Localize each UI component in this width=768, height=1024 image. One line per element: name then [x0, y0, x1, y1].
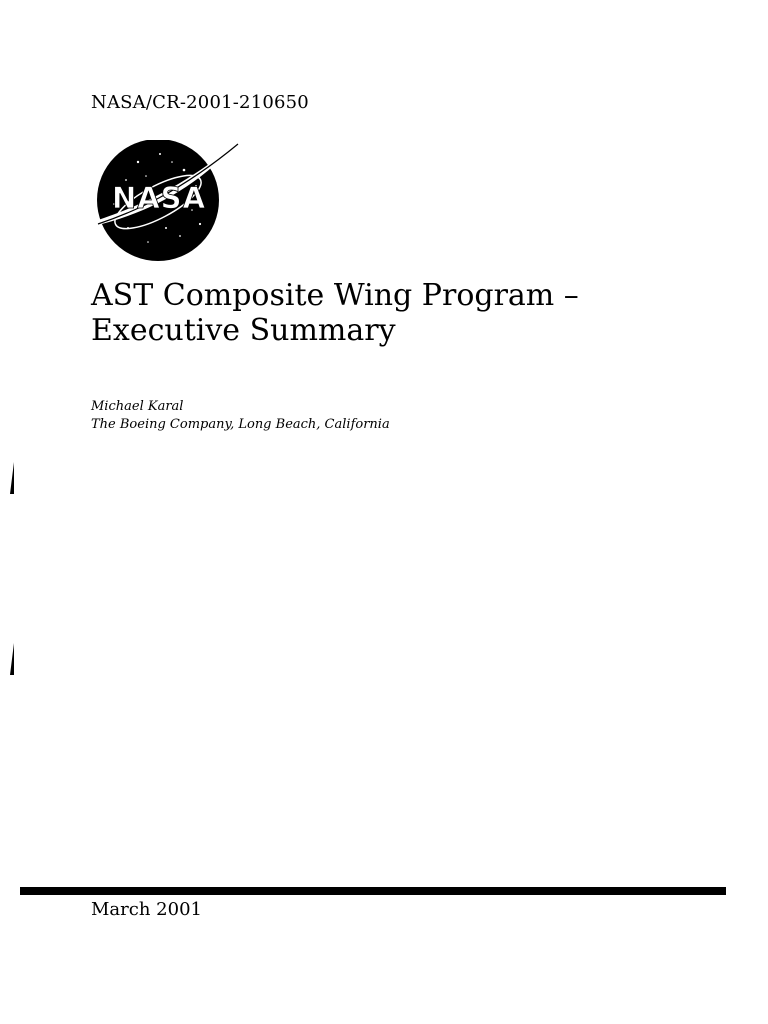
nasa-meatball-logo-icon — [88, 140, 244, 264]
author-block — [91, 398, 390, 434]
title-line-1: AST Composite Wing Program – — [91, 278, 579, 313]
report-number: NASA/CR-2001-210650 — [91, 92, 309, 113]
author-affiliation: The Boeing Company, Long Beach, California — [91, 417, 390, 432]
title-line-2: Executive Summary — [91, 313, 396, 348]
document-title — [91, 278, 711, 348]
horizontal-rule — [20, 887, 726, 895]
publication-date: March 2001 — [91, 899, 202, 920]
edge-scan-mark — [10, 462, 14, 494]
nasa-logo-text: NASA — [111, 181, 207, 215]
author-name: Michael Karal — [91, 399, 184, 414]
edge-scan-mark — [10, 643, 14, 675]
